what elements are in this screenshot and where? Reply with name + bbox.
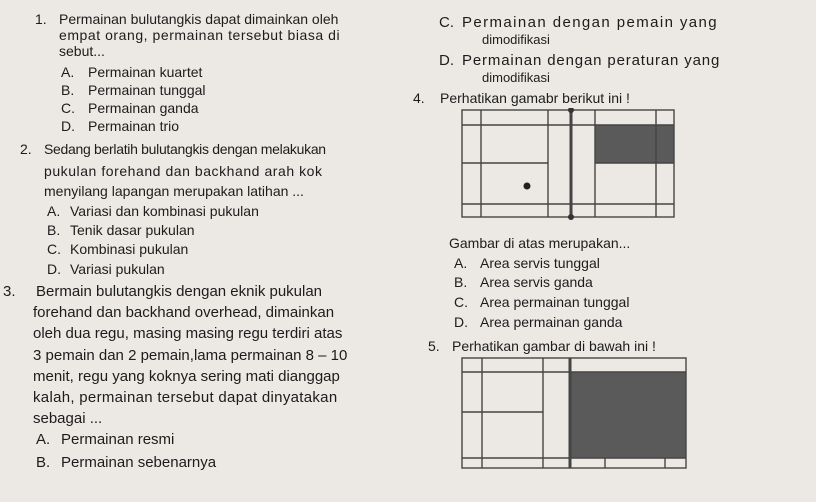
q4-option-b: Area servis ganda: [480, 274, 593, 290]
q1-option-a-letter: A.: [61, 64, 75, 80]
q1-line-3: sebut...: [59, 43, 105, 59]
q5-shaded-area: [570, 372, 686, 458]
q4-option-d: Area permainan ganda: [480, 314, 623, 330]
q4-court-diagram: [460, 108, 680, 220]
q1-line-2: empat orang, permainan tersebut biasa di: [59, 27, 341, 43]
q2-option-b-letter: B.: [47, 222, 61, 238]
q2-line-2: pukulan forehand dan backhand arah kok: [44, 163, 323, 179]
q1-option-d: Permainan trio: [88, 118, 180, 134]
q1-line-1: Permainan bulutangkis dapat dimainkan oleh: [59, 11, 339, 27]
q5-prompt: Perhatikan gambar di bawah ini !: [452, 338, 656, 354]
q1-option-c: Permainan ganda: [88, 100, 199, 116]
q2-option-b: Tenik dasar pukulan: [70, 222, 195, 238]
q3-line-6: kalah, permainan tersebut dapat dinyatakan: [33, 389, 338, 406]
q2-line-1: Sedang berlatih bulutangkis dengan melakukan: [44, 141, 326, 157]
q1-option-d-right-line-2: dimodifikasi: [482, 70, 550, 85]
q2-option-d-letter: D.: [47, 261, 61, 277]
q1-option-d-letter: D.: [61, 118, 75, 134]
q3-line-3: oleh dua regu, masing masing regu terdiri atas: [33, 325, 343, 342]
q3-line-7: sebagai ...: [33, 410, 103, 427]
q1-option-c-right-line-2: dimodifikasi: [482, 32, 550, 47]
q4-option-d-letter: D.: [454, 314, 468, 330]
q4-net-post-top: [568, 108, 574, 113]
q3-number: 3.: [3, 283, 16, 300]
q1-option-b-letter: B.: [61, 82, 75, 98]
q4-option-c-letter: C.: [454, 294, 468, 310]
q1-option-c-letter: C.: [61, 100, 75, 116]
q1-option-c-letter-right: C.: [439, 14, 454, 31]
q4-shuttle-dot: [524, 183, 531, 190]
q1-option-b: Permainan tunggal: [88, 82, 206, 98]
q4-option-c: Area permainan tunggal: [480, 294, 630, 310]
q3-option-b: Permainan sebenarnya: [61, 454, 217, 471]
q3-option-b-letter: B.: [36, 454, 51, 471]
q4-option-b-letter: B.: [454, 274, 468, 290]
q1-option-a: Permainan kuartet: [88, 64, 203, 80]
q1-number: 1.: [35, 11, 47, 27]
q2-number: 2.: [20, 141, 32, 157]
q3-line-4: 3 pemain dan 2 pemain,lama permainan 8 – 10: [33, 347, 348, 364]
q2-option-a: Variasi dan kombinasi pukulan: [70, 203, 259, 219]
q3-option-a-letter: A.: [36, 431, 51, 448]
q2-option-d: Variasi pukulan: [70, 261, 165, 277]
q3-line-5: menit, regu yang koknya sering mati dianggap: [33, 368, 340, 385]
q4-shaded-area: [595, 125, 674, 163]
q2-option-a-letter: A.: [47, 203, 61, 219]
q4-option-a-letter: A.: [454, 255, 468, 271]
q2-option-c: Kombinasi pukulan: [70, 241, 189, 257]
q2-line-3: menyilang lapangan merupakan latihan ...: [44, 183, 304, 199]
q5-court-diagram: [460, 356, 690, 471]
q4-option-a: Area servis tunggal: [480, 255, 600, 271]
q1-option-d-right-line-1: Permainan dengan peraturan yang: [462, 52, 721, 69]
q4-prompt: Perhatikan gamabr berikut ini !: [440, 90, 630, 106]
q4-caption: Gambar di atas merupakan...: [449, 235, 631, 251]
q2-option-c-letter: C.: [47, 241, 61, 257]
q1-option-d-letter-right: D.: [439, 52, 454, 69]
q3-line-1: Bermain bulutangkis dengan eknik pukulan: [36, 283, 323, 300]
q4-number: 4.: [413, 90, 425, 106]
q1-option-c-right-line-1: Permainan dengan pemain yang: [462, 14, 719, 31]
q3-option-a: Permainan resmi: [61, 431, 175, 448]
q5-number: 5.: [428, 338, 440, 354]
q3-line-2: forehand dan backhand overhead, dimainkan: [33, 304, 335, 321]
q4-net-post-bottom: [568, 214, 574, 220]
